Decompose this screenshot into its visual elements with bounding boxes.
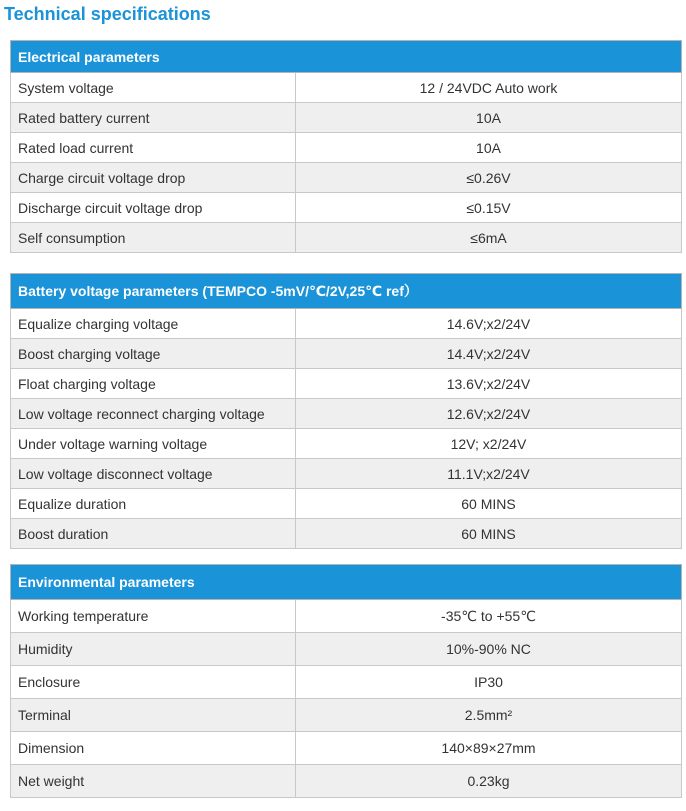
table-row [11,765,682,798]
row-value: 10%-90% NC [296,633,682,666]
row-label: Rated load current [11,133,296,163]
battery-voltage-parameters-table [10,273,682,549]
row-value: 60 MINS [296,489,682,519]
row-value: 10A [296,133,682,163]
table-row [11,519,682,549]
row-value: IP30 [296,666,682,699]
table-row [11,399,682,429]
row-value: 2.5mm² [296,699,682,732]
row-label: Under voltage warning voltage [11,429,296,459]
table-row [11,600,682,633]
table-row [11,369,682,399]
row-label: Boost duration [11,519,296,549]
row-value: 12 / 24VDC Auto work [296,73,682,103]
row-value: ≤6mA [296,223,682,253]
row-value: 10A [296,103,682,133]
row-value: 14.4V;x2/24V [296,339,682,369]
table-row [11,73,682,103]
section-heading-battery: Battery voltage parameters (TEMPCO -5mV/℃/2V,25℃ ref） [11,274,682,309]
table-row [11,459,682,489]
row-value: 12V; x2/24V [296,429,682,459]
table-row [11,429,682,459]
row-value: 14.6V;x2/24V [296,309,682,339]
environmental-parameters-table [10,564,682,798]
row-label: Dimension [11,732,296,765]
row-label: System voltage [11,73,296,103]
row-value: 11.1V;x2/24V [296,459,682,489]
row-label: Net weight [11,765,296,798]
electrical-parameters-table [10,40,682,253]
table-row [11,133,682,163]
row-label: Low voltage reconnect charging voltage [11,399,296,429]
row-label: Rated battery current [11,103,296,133]
row-value: 60 MINS [296,519,682,549]
table-row [11,489,682,519]
row-label: Boost charging voltage [11,339,296,369]
table-row [11,309,682,339]
row-label: Equalize charging voltage [11,309,296,339]
row-label: Self consumption [11,223,296,253]
row-value: 13.6V;x2/24V [296,369,682,399]
table-row [11,163,682,193]
table-row [11,699,682,732]
row-label: Discharge circuit voltage drop [11,193,296,223]
row-label: Terminal [11,699,296,732]
row-label: Float charging voltage [11,369,296,399]
table-row [11,633,682,666]
row-value: ≤0.15V [296,193,682,223]
table-row [11,103,682,133]
row-value: 140×89×27mm [296,732,682,765]
row-value: -35℃ to +55℃ [296,600,682,633]
section-heading-electrical: Electrical parameters [11,41,682,73]
row-value: 0.23kg [296,765,682,798]
row-label: Equalize duration [11,489,296,519]
row-label: Low voltage disconnect voltage [11,459,296,489]
row-label: Working temperature [11,600,296,633]
row-value: 12.6V;x2/24V [296,399,682,429]
section-heading-environmental: Environmental parameters [11,565,682,600]
row-label: Humidity [11,633,296,666]
row-label: Enclosure [11,666,296,699]
table-row [11,666,682,699]
table-row [11,193,682,223]
page-title: Technical specifications [4,4,211,24]
row-value: ≤0.26V [296,163,682,193]
row-label: Charge circuit voltage drop [11,163,296,193]
table-row [11,223,682,253]
table-row [11,339,682,369]
table-row [11,732,682,765]
